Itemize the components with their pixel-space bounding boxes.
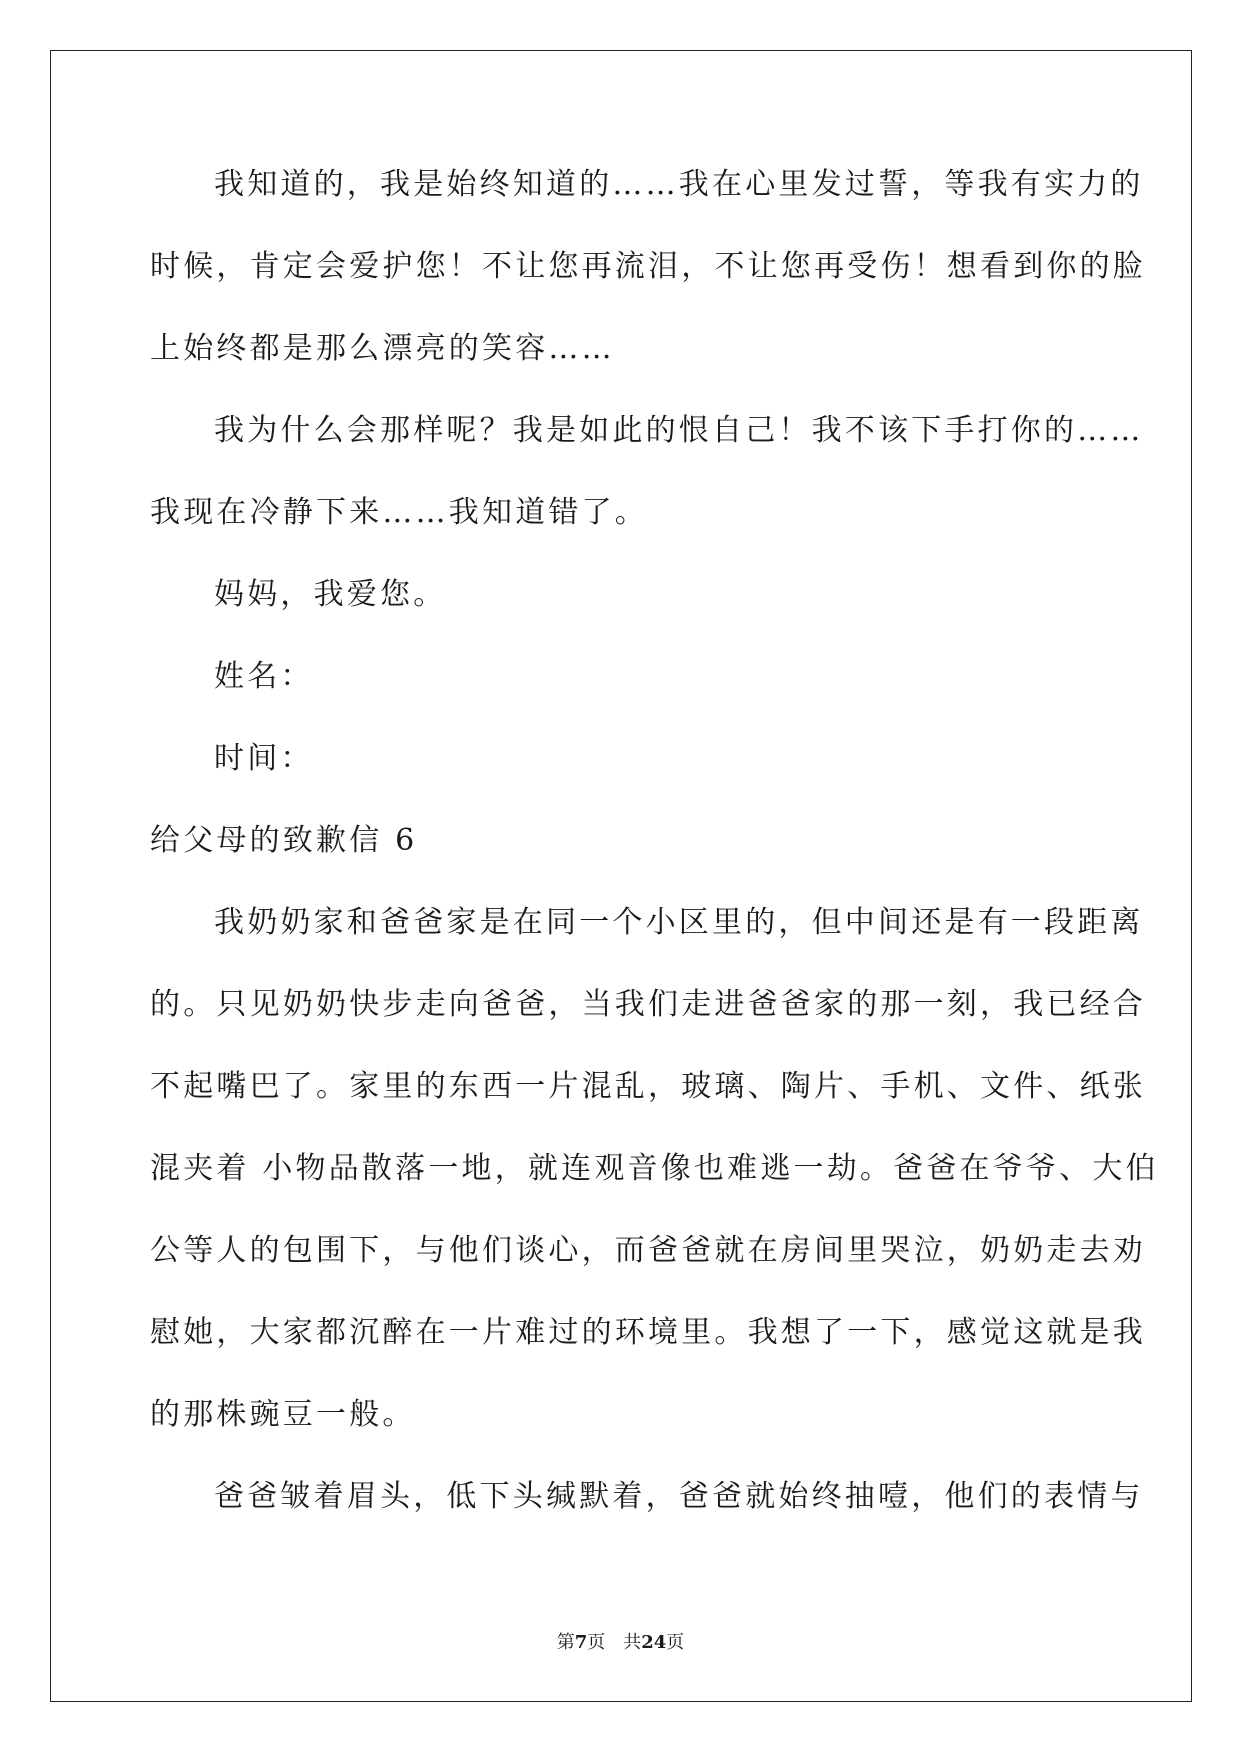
page-unit: 页 bbox=[587, 1632, 606, 1653]
text-line: 爸爸皱着眉头，低下头缄默着，爸爸就始终抽噎，他们的表情与 bbox=[214, 1479, 1144, 1514]
total-unit: 页 bbox=[666, 1632, 685, 1653]
text-line: 上始终都是那么漂亮的笑容…… bbox=[150, 331, 615, 366]
text-line: 不起嘴巴了。家里的东西一片混乱，玻璃、陶片、手机、文件、纸张 bbox=[150, 1069, 1146, 1104]
text-line: 的。只见奶奶快步走向爸爸，当我们走进爸爸家的那一刻，我已经合 bbox=[150, 987, 1146, 1022]
document-body bbox=[150, 160, 1159, 1554]
text-line: 我为什么会那样呢？我是如此的恨自己！我不该下手打你的…… bbox=[214, 413, 1144, 448]
total-prefix: 共 bbox=[623, 1632, 642, 1653]
text-line: 慰她，大家都沉醉在一片难过的环境里。我想了一下，感觉这就是我 bbox=[150, 1315, 1146, 1350]
text-line: 时候，肯定会爱护您！不让您再流泪，不让您再受伤！想看到你的脸 bbox=[150, 249, 1146, 284]
page-total: 24 bbox=[641, 1632, 667, 1653]
text-line: 妈妈，我爱您。 bbox=[214, 577, 447, 612]
page-current: 7 bbox=[574, 1632, 588, 1653]
page-footer bbox=[0, 1631, 1241, 1655]
signature-date-label: 时间： bbox=[214, 741, 314, 776]
signature-name-label: 姓名： bbox=[214, 659, 314, 694]
text-line: 我奶奶家和爸爸家是在同一个小区里的，但中间还是有一段距离 bbox=[214, 905, 1144, 940]
section-heading: 给父母的致歉信 6 bbox=[150, 823, 418, 858]
page-prefix: 第 bbox=[556, 1632, 575, 1653]
text-line: 混夹着 小物品散落一地，就连观音像也难逃一劫。爸爸在爷爷、大伯 bbox=[150, 1151, 1159, 1186]
text-line: 我知道的，我是始终知道的……我在心里发过誓，等我有实力的 bbox=[214, 167, 1144, 202]
text-line: 的那株豌豆一般。 bbox=[150, 1397, 416, 1432]
text-line: 我现在冷静下来……我知道错了。 bbox=[150, 495, 648, 530]
text-line: 公等人的包围下，与他们谈心，而爸爸就在房间里哭泣，奶奶走去劝 bbox=[150, 1233, 1146, 1268]
